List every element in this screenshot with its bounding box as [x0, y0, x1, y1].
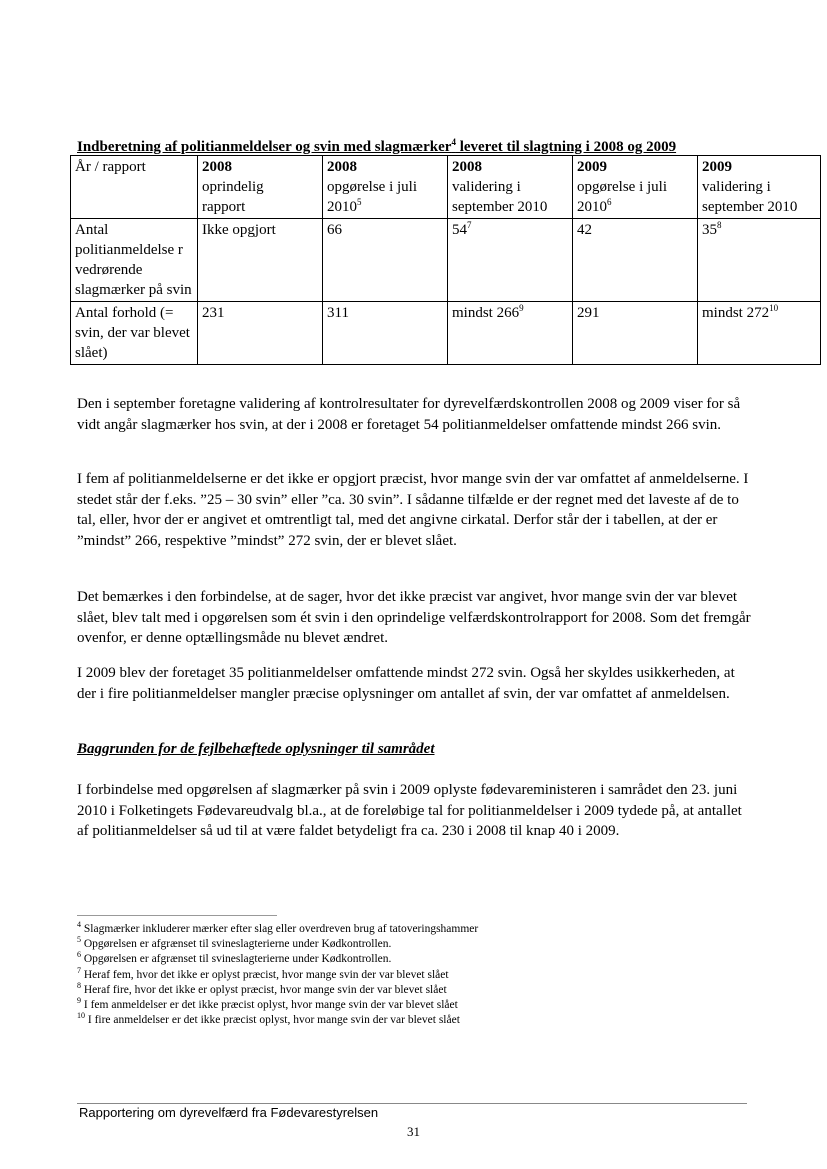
- footnote: $^8$ Heraf fire, hvor det ikke er oplyst præcist, hvor mange svin der var blevet slået: [77, 980, 447, 996]
- table-cell: $35^8$: [698, 219, 821, 302]
- table-cell: mindst $266^9$: [448, 302, 573, 365]
- header-cell: År / rapport: [71, 156, 198, 219]
- footnote: $^6$ Opgørelsen er afgrænset til svineslagterierne under Kødkontrollen.: [77, 950, 392, 966]
- data-table: [70, 155, 821, 365]
- footer-divider: [77, 1103, 747, 1104]
- footnote-divider: [77, 915, 277, 916]
- header-cell: 2008 oprindelig rapport: [198, 156, 323, 219]
- footnote: $^5$ Opgørelsen er afgrænset til svineslagterierne under Kødkontrollen.: [77, 935, 392, 951]
- footnote: $^{10}$ I fire anmeldelser er det ikke præcist oplyst, hvor mange svin der var blevet slået: [77, 1011, 460, 1027]
- page-number: 31: [407, 1124, 420, 1139]
- footnote: $^9$ I fem anmeldelser er det ikke præcist oplyst, hvor mange svin der var blevet slået: [77, 996, 458, 1012]
- header-cell: 2008 opgørelse i juli 2010$^5$: [323, 156, 448, 219]
- table-title: Indberetning af politianmeldelser og svin med slagmærker$^4$ leveret til slagtning i 2008 og 2009: [77, 137, 677, 155]
- row-label: Antal forhold (= svin, der var blevet slået): [71, 302, 198, 365]
- table-header-row: [71, 156, 821, 219]
- footnote: $^4$ Slagmærker inkluderer mærker efter slag eller overdreven brug af tatoveringshammer: [77, 920, 479, 935]
- footer-text: Rapportering om dyrevelfærd fra Fødevarestyrelsen: [79, 1105, 379, 1120]
- table-cell: 42: [573, 219, 698, 302]
- section-heading: Baggrunden for de fejlbehæftede oplysninger til samrådet: [77, 741, 435, 757]
- header-cell: 2009 opgørelse i juli 2010$^6$: [573, 156, 698, 219]
- paragraph: Det bemærkes i den forbindelse, at de sager, hvor det ikke præcist var angivet, hvor mange svin der var blevet slået, blev talt med i opgørelsen som ét svin i den oprindelige velfærdskontrolrapport for 2008. Som det fremgår ovenfor, er denne optællingsmåde nu blevet ændret.: [77, 589, 751, 646]
- row-label: Antal politianmeldelse r vedrørende slagmærker på svin: [71, 219, 198, 302]
- table-cell: 66: [323, 219, 448, 302]
- table-row: [71, 302, 821, 365]
- footnote: $^7$ Heraf fem, hvor det ikke er oplyst præcist, hvor mange svin der var blevet slået: [77, 965, 449, 981]
- table-cell: 291: [573, 302, 698, 365]
- footnotes: [77, 922, 757, 1028]
- table-cell: Ikke opgjort: [198, 219, 323, 302]
- header-cell: 2009 validering i september 2010: [698, 156, 821, 219]
- paragraph: I 2009 blev der foretaget 35 politianmeldelser omfattende mindst 272 svin. Også her skyldes usikkerheden, at der i fire politianmeldelser mangler præcise oplysninger om antallet af svin, der var omfattet af anmeldelsen.: [77, 665, 735, 702]
- paragraph: Den i september foretagne validering af kontrolresultater for dyrevelfærdskontrollen 2008 og 2009 viser for så vidt angår slagmærker hos svin, at der i 2008 er foretaget 54 politianmeldelser omfattende mindst 266 svin.: [77, 396, 741, 433]
- table-cell: 231: [198, 302, 323, 365]
- table-cell: $54^7$: [448, 219, 573, 302]
- header-cell: 2008 validering i september 2010: [448, 156, 573, 219]
- paragraph: I fem af politianmeldelserne er det ikke er opgjort præcist, hvor mange svin der var omfattet af anmeldelserne. I stedet står der f.eks. ”25 – 30 svin” eller ”ca. 30 svin”. I sådanne tilfælde er der regnet med det laveste af de to tal, eller, hvor der er angivet et omtrentligt tal, med det angivne cirkatal. Derfor står der i tabellen, at der er ”mindst” 266, respektive ”mindst” 272 svin, der er blevet slået.: [77, 471, 749, 549]
- table-cell: 311: [323, 302, 448, 365]
- table-row: [71, 219, 821, 302]
- paragraph: I forbindelse med opgørelsen af slagmærker på svin i 2009 oplyste fødevareministeren i samrådet den 23. juni 2010 i Folketingets Fødevareudvalg bl.a., at de foreløbige tal for politianmeldelser i 2009 tydede på, at antallet af politianmeldelser så ud til at være faldet betydeligt fra ca. 230 i 2008 til knap 40 i 2009.: [77, 782, 742, 839]
- table-cell: mindst $272^{10}$: [698, 302, 821, 365]
